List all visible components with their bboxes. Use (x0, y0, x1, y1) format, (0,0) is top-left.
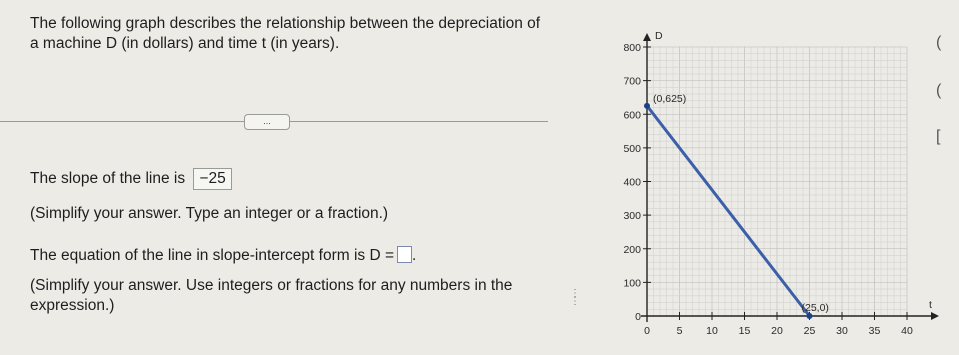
y-tick-label: 200 (623, 243, 641, 256)
slope-question (30, 168, 232, 190)
x-tick-label: 25 (803, 325, 816, 337)
y-tick-label: 0 (635, 311, 641, 323)
data-label: (25,0) (801, 302, 829, 314)
x-tick-label: 35 (868, 325, 881, 337)
y-tick-label: 300 (623, 210, 641, 223)
y-tick-label: 400 (623, 176, 641, 189)
x-tick-label: 10 (706, 325, 718, 337)
panel-edge-icon[interactable]: [ (936, 128, 941, 145)
x-tick-label: 30 (836, 325, 848, 337)
slope-prefix: The slope of the line is (30, 170, 186, 187)
y-tick-label: 700 (623, 75, 641, 88)
slope-answer-field[interactable]: −25 (193, 168, 231, 190)
x-axis-arrow (931, 312, 939, 320)
depreciation-chart (600, 28, 940, 353)
series-line (647, 106, 810, 316)
y-axis-label: D (655, 30, 663, 42)
equation-question (30, 246, 416, 266)
equation-suffix: . (412, 247, 417, 264)
y-tick-label: 800 (623, 42, 641, 54)
data-point (644, 103, 650, 109)
question-intro: The following graph describes the relationship between the depreciation of a machine D (in dollars) and time t (in years). (30, 15, 541, 52)
drag-handle-icon[interactable]: ⋮ ⋮ (570, 288, 580, 307)
y-tick-label: 600 (623, 109, 641, 122)
equation-answer-field[interactable] (397, 246, 412, 263)
x-axis-label: t (929, 299, 932, 311)
panel-edge-icon[interactable]: ( (936, 34, 942, 51)
panel-edge-icon[interactable]: ( (936, 82, 942, 99)
chart-marks (644, 93, 829, 319)
x-tick-label: 0 (644, 325, 650, 337)
chart-axes (623, 30, 942, 337)
equation-hint: (Simplify your answer. Use integers or fractions for any numbers in the expression.) (30, 277, 513, 314)
y-axis-arrow (643, 33, 651, 41)
x-tick-label: 15 (738, 325, 751, 337)
x-tick-label: 20 (771, 325, 783, 337)
data-label: (0,625) (653, 92, 687, 105)
x-tick-label: 5 (676, 325, 683, 337)
more-button[interactable]: ... (244, 114, 290, 130)
slope-hint: (Simplify your answer. Type an integer or a fraction.) (30, 205, 389, 222)
y-tick-label: 500 (623, 142, 641, 155)
equation-prefix: The equation of the line in slope-intercept form is D = (30, 247, 395, 264)
x-tick-label: 40 (901, 325, 913, 337)
y-tick-label: 100 (623, 277, 641, 290)
